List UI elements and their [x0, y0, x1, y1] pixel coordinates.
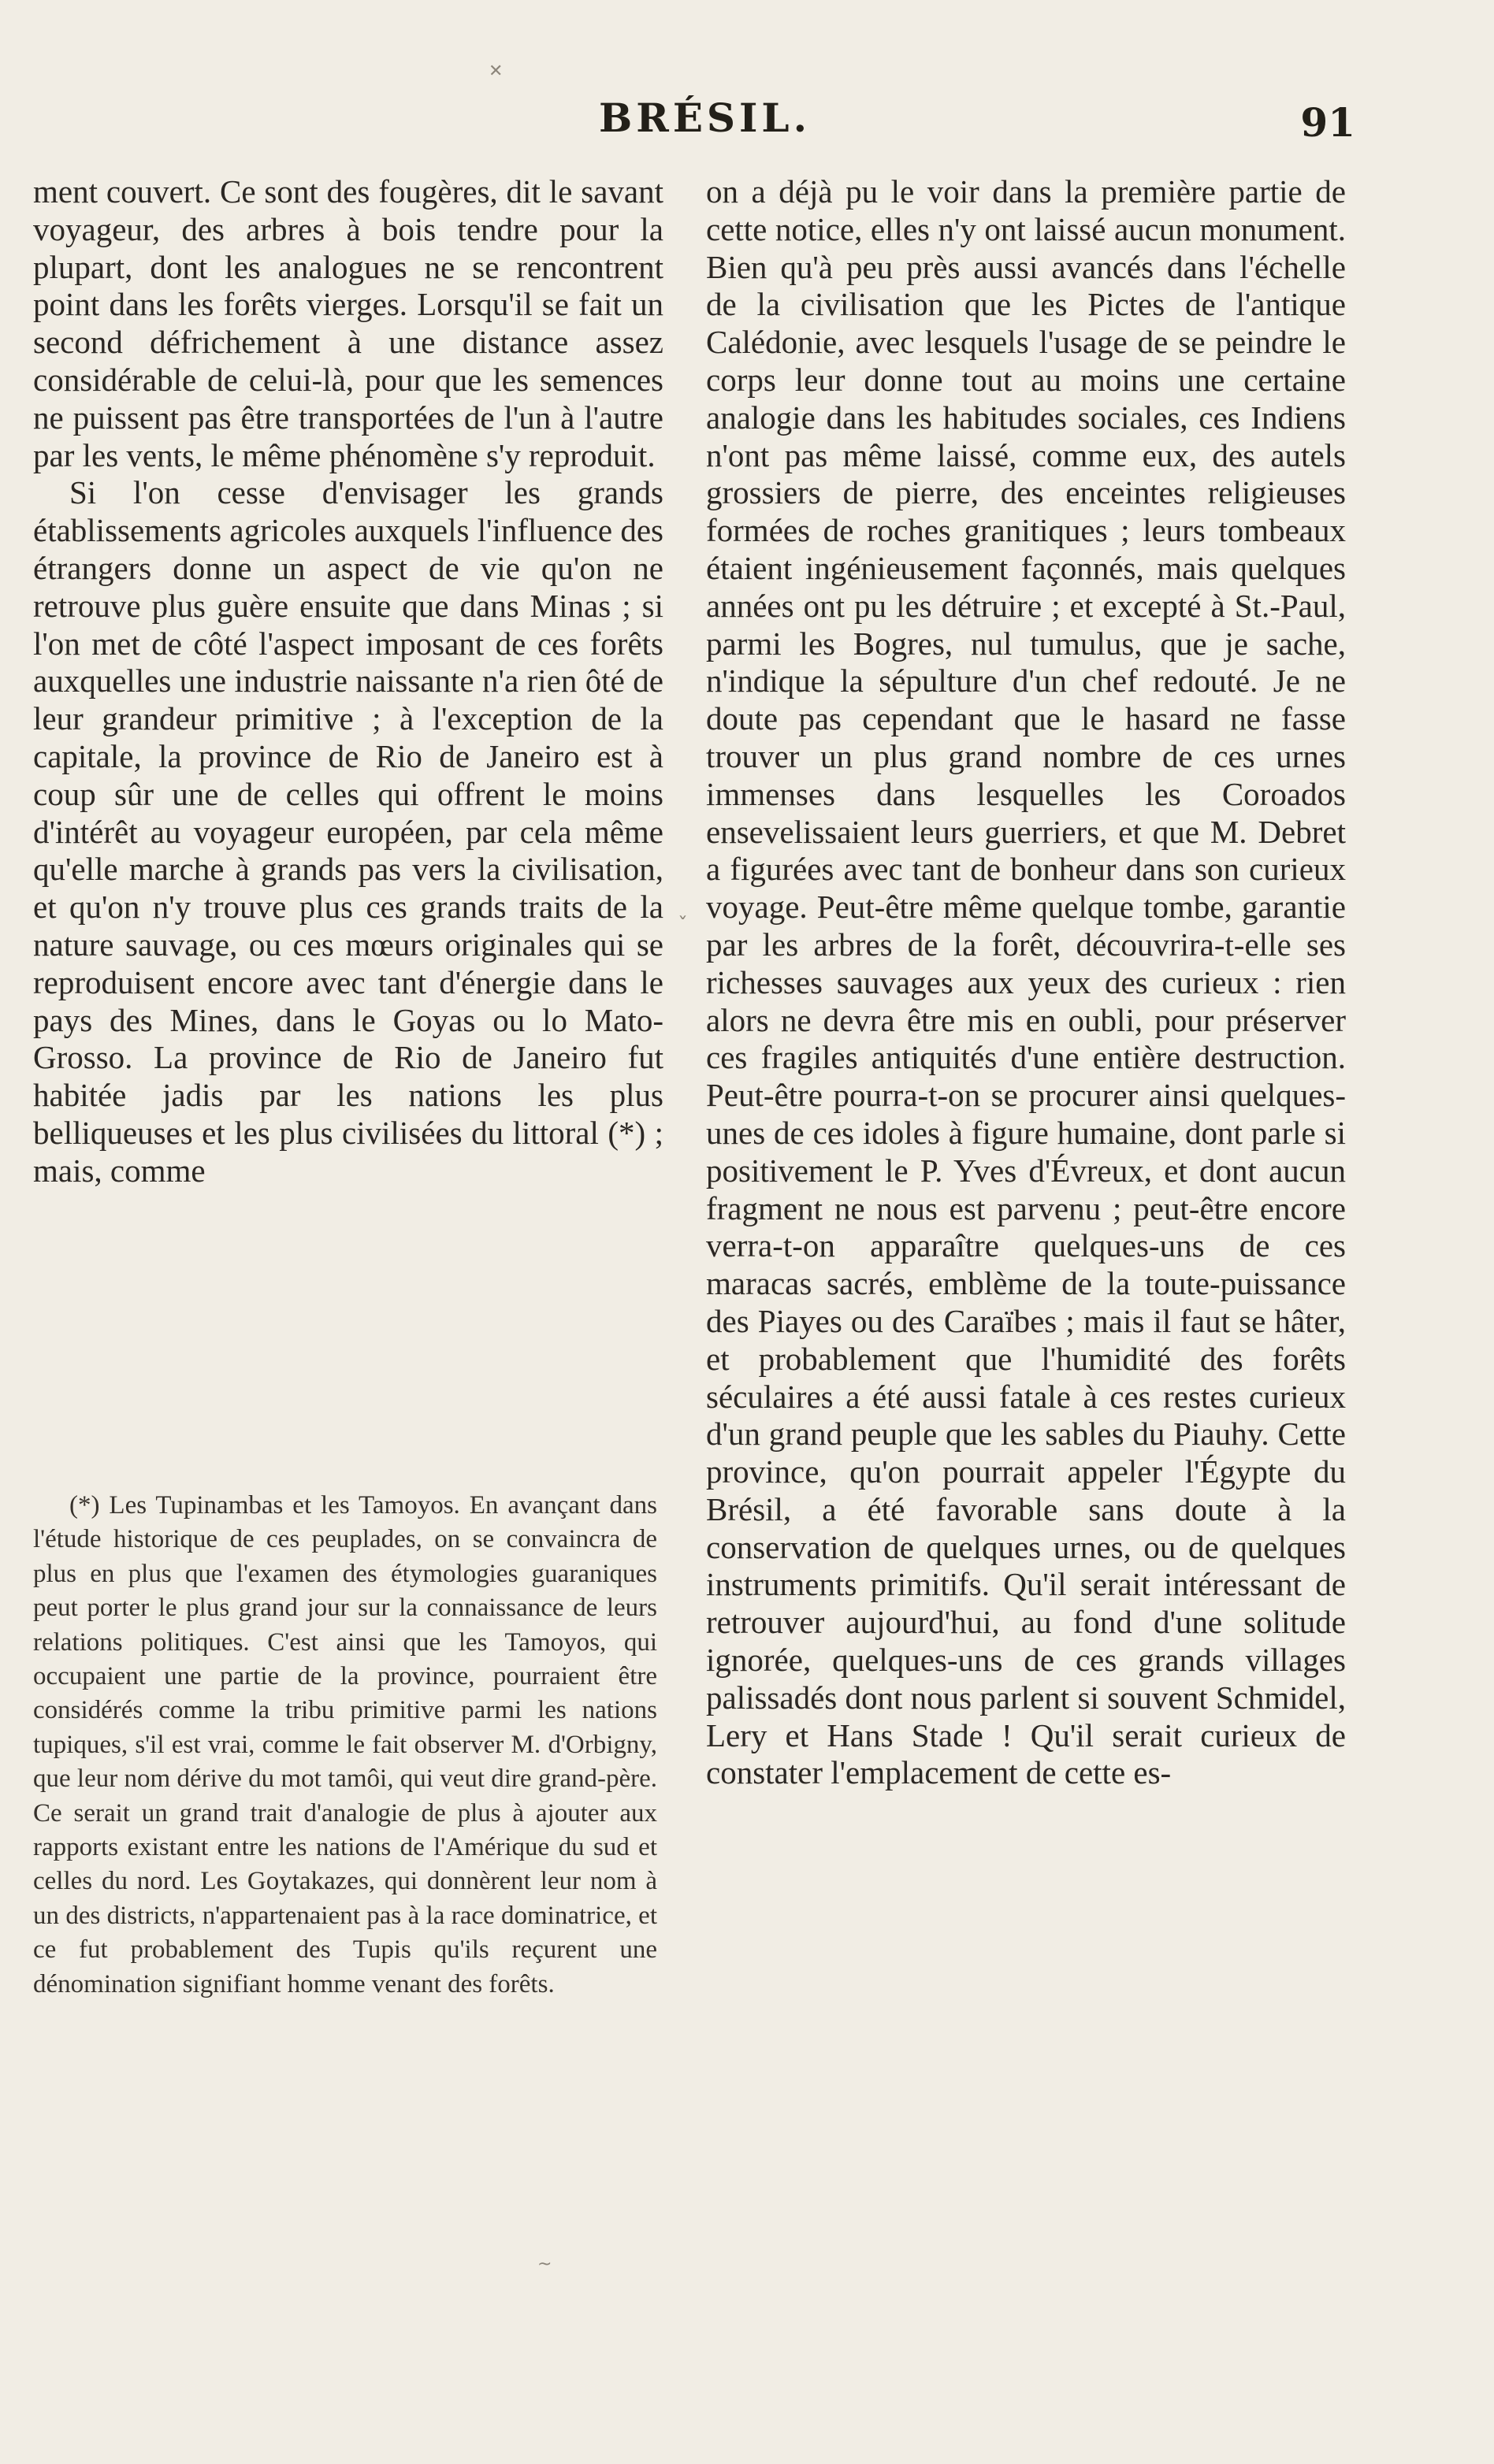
footnote [33, 1489, 657, 2002]
print-speck: ✕ [489, 61, 504, 81]
right-paragraph-1: on a déjà pu le voir dans la première partie de cette notice, elles n'y ont laissé aucun monument. Bien qu'à peu près aussi avancés dans l'échelle de la civilisation que les Pictes de l'antique Calédonie, avec lesquels l'usage de se peindre le corps leur donne tout au moins une certaine analogie dans les habitudes sociales, ces Indiens n'ont pas même laissé, comme eux, des autels grossiers de pierre, des enceintes religieuses formées de roches granitiques ; leurs tombeaux étaient ingénieusement façonnés, mais quelques années ont pu les détruire ; et excepté à St.-Paul, parmi les Bogres, nul tumulus, que je sache, n'indique la sépulture d'un chef redouté. Je ne doute pas cependant que le hasard ne fasse trouver un plus grand nombre de ces urnes immenses dans lesquelles les Coroados ensevelissaient leurs guerriers, et que M. Debret a figurées avec tant de bonheur dans son curieux voyage. Peut-être même quelque tombe, garantie par les arbres de la forêt, découvrira-t-elle ses richesses sauvages aux yeux des curieux : rien alors ne devra être mis en oubli, pour préserver ces fragiles antiquités d'une entière destruction. Peut-être pourra-t-on se procurer ainsi quelques-unes de ces idoles à figure humaine, dont parle si positivement le P. Yves d'Évreux, et dont aucun fragment ne nous est parvenu ; peut-être encore verra-t-on apparaître quelques-uns de ces maracas sacrés, emblème de la toute-puissance des Piayes ou des Caraïbes ; mais il faut se hâter, et probablement que l'humidité des forêts séculaires a été aussi fatale à ces restes curieux d'un grand peuple que les sables du Piauhy. Cette province, qu'on pourrait appeler l'Égypte du Brésil, a été favorable sans doute à la conservation de quelques urnes, ou de quelques instruments primitifs. Qu'il serait intéressant de retrouver aujourd'hui, au fond d'une solitude ignorée, quelques-uns de ces grands villages palissadés dont nous parlent si souvent Schmidel, Lery et Hans Stade ! Qu'il serait curieux de constater l'emplacement de cette es- [706, 173, 1346, 1791]
left-paragraph-1: ment couvert. Ce sont des fougères, dit le savant voyageur, des arbres à bois tendre pour la plupart, dont les analogues ne se rencontrent point dans les forêts vierges. Lorsqu'il se fait un second défrichement à une distance assez considérable de celui-là, pour que les semences ne puissent pas être transportées de l'un à l'autre par les vents, le même phénomène s'y reproduit. [33, 173, 663, 473]
footnote-text: (*) Les Tupinambas et les Tamoyos. En avançant dans l'étude historique de ces peuplades, on se convaincra de plus en plus que l'examen des étymologies guaraniques peut porter le plus grand jour sur la connaissance de leurs relations politiques. C'est ainsi que les Tamoyos, qui occupaient une partie de la province, pourraient être considérés comme la tribu primitive parmi les nations tupiques, s'il est vrai, comme le fait observer M. d'Orbigny, que leur nom dérive du mot tamôi, qui veut dire grand-père. Ce serait un grand trait d'analogie de plus à ajouter aux rapports existant entre les nations de l'Amérique du sud et celles du nord. Les Goytakazes, qui donnèrent leur nom à un des districts, n'appartenaient pas à la race dominatrice, et ce fut probablement des Tupis qu'ils reçurent une dénomination signifiant homme venant des forêts. [33, 1491, 657, 1998]
page-header [0, 95, 1494, 150]
left-paragraph-2: Si l'on cesse d'envisager les grands établissements agricoles auxquels l'influence des étrangers donne un aspect de vie qu'on ne retrouve plus guère ensuite que dans Minas ; si l'on met de côté l'aspect imposant de ces forêts auxquelles une industrie naissante n'a rien ôté de leur grandeur primitive ; à l'exception de la capitale, la province de Rio de Janeiro est à coup sûr une de celles qui offrent le moins d'intérêt au voyageur européen, par cela même qu'elle marche à grands pas vers la civilisation, et qu'on n'y trouve plus ces grands traits de la nature sauvage, ou ces mœurs originales qui se reproduisent encore avec tant d'énergie dans le pays des Mines, dans le Goyas ou lo Mato-Grosso. La province de Rio de Janeiro fut habitée jadis par les nations les plus belliqueuses et les plus civilisées du littoral (*) ; mais, comme [33, 474, 663, 1189]
right-column [706, 173, 1346, 1792]
print-speck: ˇ [678, 914, 688, 937]
left-column [33, 173, 663, 1190]
page-number: 91 [1300, 99, 1355, 146]
running-title: BRÉSIL. [599, 95, 811, 141]
print-speck: ~ [537, 2254, 552, 2274]
